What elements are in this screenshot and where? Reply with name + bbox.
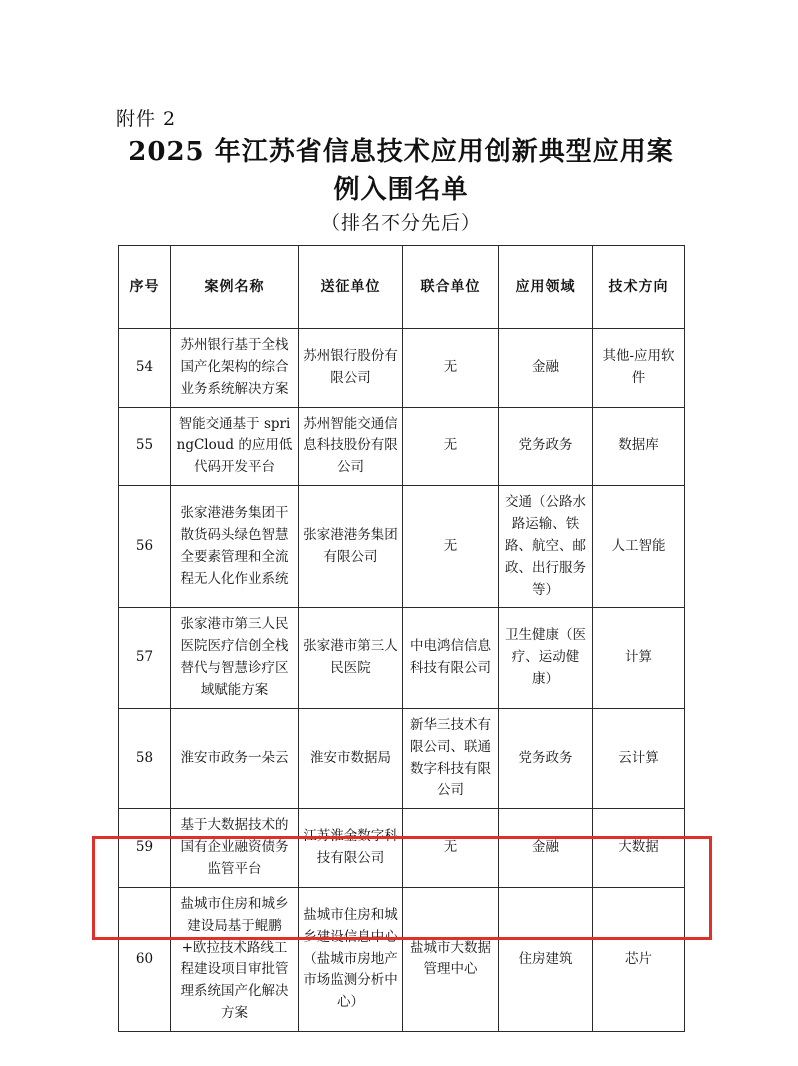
cell-seq: 56 — [119, 486, 171, 608]
cell-joint-unit: 无 — [403, 809, 499, 888]
cell-tech-direction: 数据库 — [593, 407, 685, 486]
column-header-name: 案例名称 — [171, 246, 299, 329]
column-header-seq: 序号 — [119, 246, 171, 329]
cell-seq: 54 — [119, 329, 171, 408]
cell-tech-direction: 其他-应用软件 — [593, 329, 685, 408]
table-row — [119, 608, 685, 708]
cell-joint-unit: 无 — [403, 486, 499, 608]
cell-seq: 58 — [119, 708, 171, 808]
cell-case-name: 淮安市政务一朵云 — [171, 708, 299, 808]
cell-application-field: 住房建筑 — [499, 887, 593, 1031]
table-row — [119, 486, 685, 608]
cell-application-field: 党务政务 — [499, 407, 593, 486]
table-row — [119, 407, 685, 486]
cell-case-name: 基于大数据技术的国有企业融资债务监管平台 — [171, 809, 299, 888]
cell-case-name: 苏州银行基于全栈国产化架构的综合业务系统解决方案 — [171, 329, 299, 408]
column-header-field: 应用领域 — [499, 246, 593, 329]
cell-submitting-unit: 苏州智能交通信息科技股份有限公司 — [299, 407, 403, 486]
table-header-row — [119, 246, 685, 329]
cell-seq: 60 — [119, 887, 171, 1031]
cell-joint-unit: 无 — [403, 329, 499, 408]
cell-joint-unit: 新华三技术有限公司、联通数字科技有限公司 — [403, 708, 499, 808]
cell-joint-unit: 无 — [403, 407, 499, 486]
cell-submitting-unit: 张家港港务集团有限公司 — [299, 486, 403, 608]
table-row — [119, 708, 685, 808]
cell-joint-unit: 中电鸿信信息科技有限公司 — [403, 608, 499, 708]
page-title: 2025 年江苏省信息技术应用创新典型应用案例入围名单 — [128, 137, 674, 205]
column-header-unit: 送征单位 — [299, 246, 403, 329]
cell-submitting-unit: 盐城市住房和城乡建设信息中心（盐城市房地产市场监测分析中心） — [299, 887, 403, 1031]
cell-tech-direction: 芯片 — [593, 887, 685, 1031]
column-header-tech: 技术方向 — [593, 246, 685, 329]
cell-submitting-unit: 江苏淮金数字科技有限公司 — [299, 809, 403, 888]
cell-application-field: 金融 — [499, 809, 593, 888]
page-subtitle: （排名不分先后） — [320, 212, 481, 234]
cell-seq: 57 — [119, 608, 171, 708]
cell-application-field: 党务政务 — [499, 708, 593, 808]
cell-tech-direction: 计算 — [593, 608, 685, 708]
cell-submitting-unit: 淮安市数据局 — [299, 708, 403, 808]
cell-submitting-unit: 苏州银行股份有限公司 — [299, 329, 403, 408]
cell-submitting-unit: 张家港市第三人民医院 — [299, 608, 403, 708]
cell-tech-direction: 大数据 — [593, 809, 685, 888]
cell-joint-unit: 盐城市大数据管理中心 — [403, 887, 499, 1031]
cell-application-field: 金融 — [499, 329, 593, 408]
cell-case-name: 盐城市住房和城乡建设局基于鲲鹏+欧拉技术路线工程建设项目审批管理系统国产化解决方案 — [171, 887, 299, 1031]
cell-tech-direction: 人工智能 — [593, 486, 685, 608]
table-row-highlighted — [119, 809, 685, 888]
table-row — [119, 329, 685, 408]
cell-application-field: 交通（公路水路运输、铁路、航空、邮政、出行服务等） — [499, 486, 593, 608]
cell-seq: 59 — [119, 809, 171, 888]
cell-tech-direction: 云计算 — [593, 708, 685, 808]
cell-case-name: 张家港市第三人民医院医疗信创全栈替代与智慧诊疗区域赋能方案 — [171, 608, 299, 708]
case-listing-table — [118, 245, 685, 1032]
attachment-label: 附件 2 — [116, 108, 177, 130]
cell-seq: 55 — [119, 407, 171, 486]
cell-application-field: 卫生健康（医疗、运动健康） — [499, 608, 593, 708]
column-header-joint: 联合单位 — [403, 246, 499, 329]
cell-case-name: 智能交通基于 springCloud 的应用低代码开发平台 — [171, 407, 299, 486]
table-row — [119, 887, 685, 1031]
cell-case-name: 张家港港务集团干散货码头绿色智慧全要素管理和全流程无人化作业系统 — [171, 486, 299, 608]
